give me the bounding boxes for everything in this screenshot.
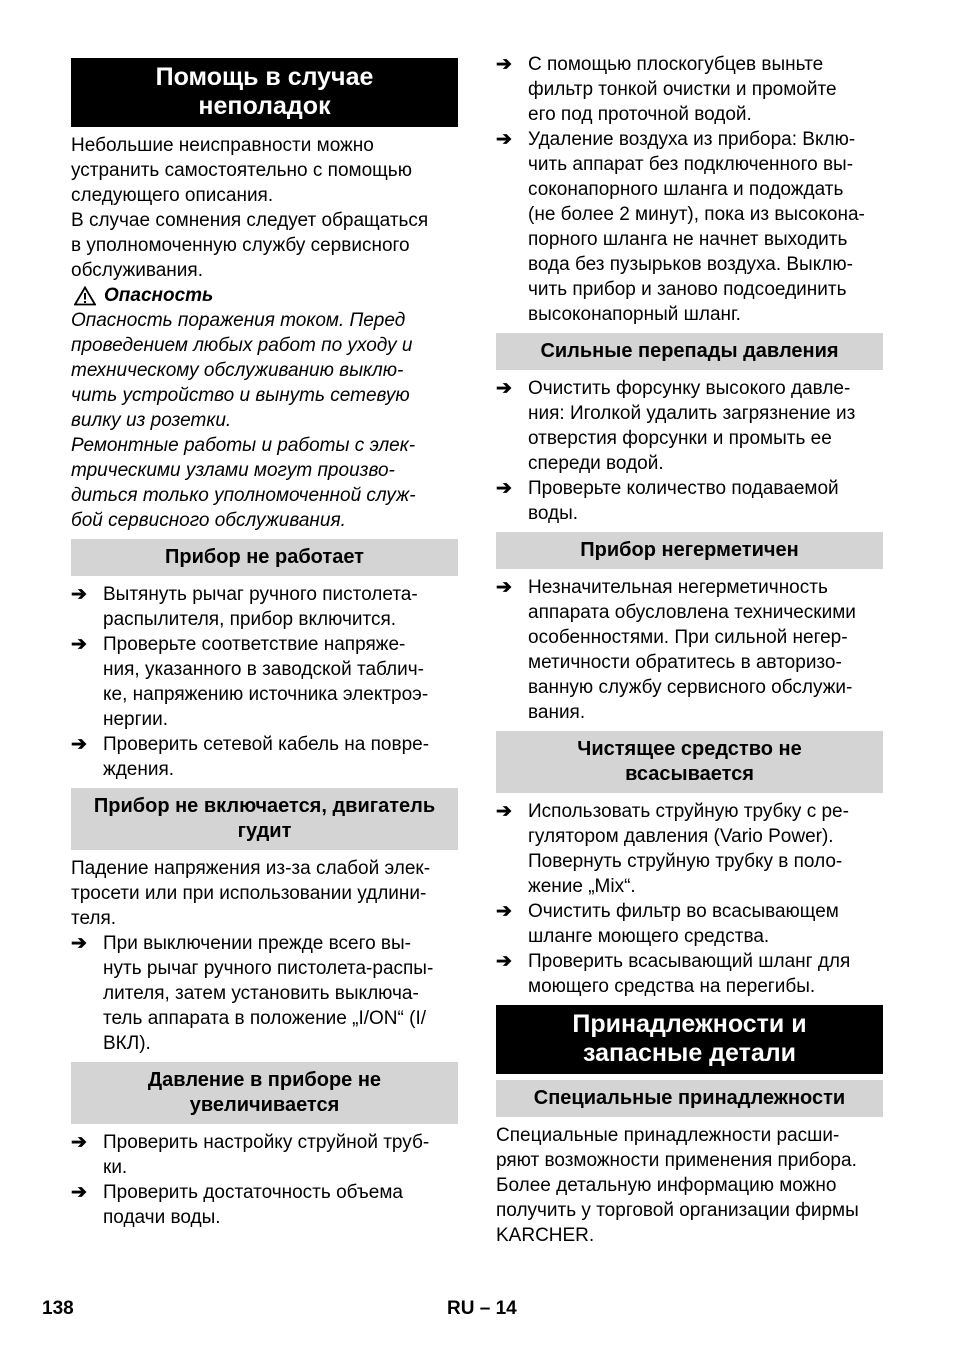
list-item: ➔ При выключении прежде всего вы- нуть рычаг ручного пистолета-распы- лителя, затем установить выключа- тель аппарата в положение „I/ON“ (I/ ВКЛ). (71, 933, 434, 1054)
section-title-accessories: Принадлежности и запасные детали (496, 1005, 883, 1074)
arrow-right-icon: ➔ (71, 634, 87, 655)
arrow-right-icon: ➔ (496, 577, 512, 598)
list-item: ➔ С помощью плоскогубцев выньте фильтр тонкой очистки и промойте его под проточной водой. (496, 54, 837, 125)
list-item: ➔ Проверить достаточность объема подачи воды. (71, 1182, 403, 1228)
list-item: ➔ Очистить форсунку высокого давле- ния: Иголкой удалить загрязнение из отверстия форсунки и промыть ее спереди водой. (496, 378, 856, 474)
arrow-right-icon: ➔ (496, 378, 512, 399)
warning-heading: Опасность (71, 283, 458, 308)
arrow-right-icon: ➔ (496, 951, 512, 972)
list-item: ➔ Проверьте соответствие напряже- ния, указанного в заводской таблич- ке, напряжению источника электроэ- нергии. (71, 634, 429, 730)
page-number: 138 (42, 1298, 74, 1319)
warning-text: Опасность поражения током. Перед проведением любых работ по уходу и техническому обслуживанию выклю- чить устройство и вынуть сетевую вилку из розетки. Ремонтные работы и работы с элек- трическими узлами могут произво- диться только уполномоченной служ- бой сервисного обслуживания. (71, 310, 416, 531)
bullet-list-1 (71, 582, 458, 782)
left-column (71, 58, 458, 1230)
list-item: ➔ Использовать струйную трубку с ре- гулятором давления (Vario Power). Повернуть струйную трубку в поло- жение „Mix“. (496, 801, 849, 897)
intro-text: Небольшие неисправности можно устранить самостоятельно с помощью следующего описания. В случае сомнения следует обращаться в уполномоченную службу сервисного обслуживания. (71, 135, 429, 281)
list-item: ➔ Вытянуть рычаг ручного пистолета- распылителя, прибор включится. (71, 584, 418, 630)
subheading-device-leaking: Прибор негерметичен (496, 532, 883, 569)
arrow-right-icon: ➔ (71, 933, 87, 954)
arrow-right-icon: ➔ (71, 1182, 87, 1203)
list-item: ➔ Незначительная негерметичность аппарата обусловлена техническими особенностями. При сильной негер- метичности обратитесь в авторизо- ванную службу сервисного обслужи- вания. (496, 577, 856, 723)
arrow-right-icon: ➔ (71, 584, 87, 605)
arrow-right-icon: ➔ (496, 901, 512, 922)
subheading-motor-hums: Прибор не включается, двигатель гудит (71, 788, 458, 850)
right-column (496, 52, 883, 1248)
motor-hums-text: Падение напряжения из-за слабой элек- тросети или при использовании удлини- теля. (71, 858, 431, 929)
arrow-right-icon: ➔ (496, 801, 512, 822)
list-item: ➔ Проверьте количество подаваемой воды. (496, 478, 839, 524)
footer-section-label: RU – 14 (447, 1298, 517, 1319)
section-title-troubleshooting: Помощь в случае неполадок (71, 58, 458, 127)
list-item: ➔ Проверить всасывающий шланг для моющего средства на перегибы. (496, 951, 851, 997)
subheading-device-not-working: Прибор не работает (71, 539, 458, 576)
arrow-right-icon: ➔ (71, 734, 87, 755)
list-item: ➔ Проверить настройку струйной труб- ки. (71, 1132, 430, 1178)
arrow-right-icon: ➔ (496, 129, 512, 150)
subheading-pressure-not-increasing: Давление в приборе не увеличивается (71, 1062, 458, 1124)
list-item: ➔ Удаление воздуха из прибора: Вклю- чить аппарат без подключенного вы- соконапорного шланга и подождать (не более 2 минут), пока из высокона- порного шланга не начнет выходить вода без пузырьков воздуха. Выклю- чить прибор и заново подсоединить высоконапорный шланг. (496, 129, 865, 325)
subheading-special-accessories: Специальные принадлежности (496, 1080, 883, 1117)
subheading-detergent-not-sucked: Чистящее средство не всасывается (496, 731, 883, 793)
arrow-right-icon: ➔ (496, 54, 512, 75)
list-item: ➔ Проверить сетевой кабель на повре- ждения. (71, 734, 430, 780)
arrow-right-icon: ➔ (71, 1132, 87, 1153)
arrow-right-icon: ➔ (496, 478, 512, 499)
warning-triangle-icon (74, 286, 96, 306)
list-item: ➔ Очистить фильтр во всасывающем шланге моющего средства. (496, 901, 839, 947)
subheading-pressure-fluctuations: Сильные перепады давления (496, 333, 883, 370)
accessories-text: Специальные принадлежности расши- ряют возможности применения прибора. Более детальную информацию можно получить у торговой организации фирмы KARCHER. (496, 1125, 859, 1246)
